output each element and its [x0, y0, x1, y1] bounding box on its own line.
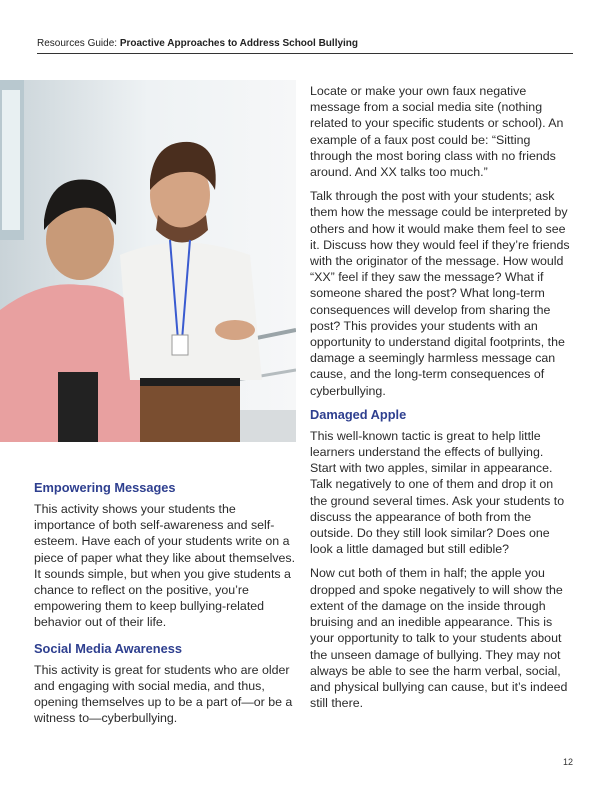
heading-social-media-awareness: Social Media Awareness [34, 640, 182, 656]
paragraph-social-media-awareness: This activity is great for students who are older and engaging with social media, and thus, opening themselves up to be a part of—or be a witness to—cyberbullying. [34, 662, 293, 726]
paragraph-apple-intro: This well-known tactic is great to help little learners understand the effects of bullying. Start with two apples, similar in appearance. Talk negatively to one of them and drop it on the ground several times. Ask your students to discuss the appearance of both from the outside. Do they still look similar? Does one look a little damaged but still edible? [310, 428, 565, 557]
left-column [34, 480, 296, 734]
page-number: 12 [562, 757, 573, 767]
header-title: Proactive Approaches to Address School Bullying [119, 38, 359, 49]
heading-empowering-messages: Empowering Messages [34, 480, 176, 495]
paragraph-apple-cut: Now cut both of them in half; the apple you dropped and spoke negatively to will show the extent of the damage on the inside through bruising and an inedible appearance. This is your opportunity to talk to your students about the unseen damage of bullying. They may not always be able to see the harm verbal, social, and physical bullying can cause, but it’s indeed still there. [310, 566, 568, 711]
photo-teacher-student [0, 80, 296, 442]
page-header [37, 38, 573, 54]
photo-two-people-icon [0, 80, 296, 442]
paragraph-faux-message: Locate or make your own faux negative message from a social media site (nothing related to your specific students or school). An example of a faux post could be: “Sitting through the most boring class with no friends around. And XX talks too much.” [310, 84, 564, 180]
heading-damaged-apple: Damaged Apple [310, 406, 407, 422]
right-column [310, 83, 572, 719]
paragraph-empowering-messages: This activity shows your students the importance of both self-awareness and self-esteem. Have each of your students write on a piece of paper what they like about themselves. It sounds simple, but when you give students a chance to reflect on the positive, you’re empowering them to keep bullying-related behavior out of their life. [34, 502, 296, 630]
paragraph-talk-through: Talk through the post with your students; ask them how the message could be interpreted by others and how it would make them feel to see it. Discuss how they would feel if they’re friends with the originator of the message. How would “XX” feel if they saw the message? What if someone shared the post? What long-term consequences will develop from sharing the post? This provides your students with an opportunity to understand digital footprints, the damage a seemingly harmless message can cause, and the long-term consequences of cyberbullying. [310, 189, 570, 398]
header-prefix: Resources Guide: [37, 38, 120, 49]
